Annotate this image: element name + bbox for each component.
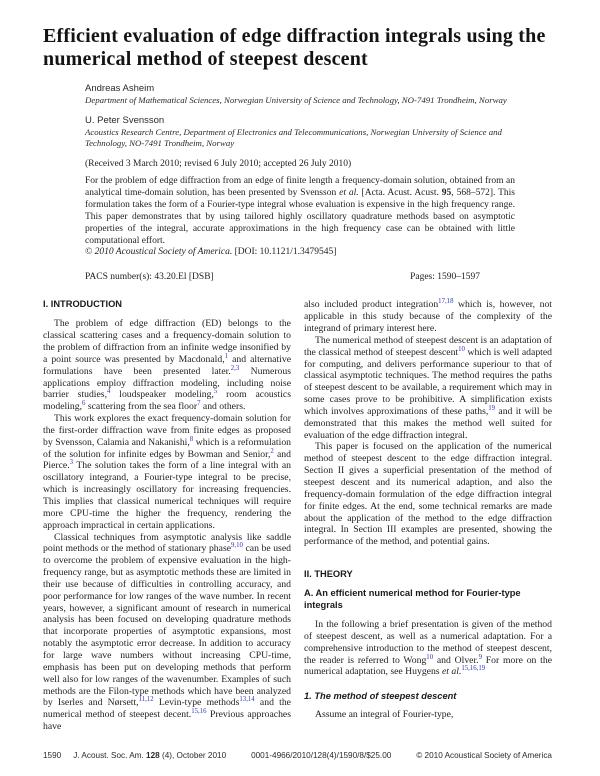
citation-link[interactable]: 2,3 — [230, 364, 240, 372]
footer-page-number: 1590 — [43, 751, 62, 760]
citation-link[interactable]: 10 — [426, 653, 434, 661]
citation-link[interactable]: 15,16 — [191, 708, 207, 716]
author-affiliation: Department of Mathematical Sciences, Norwegian University of Science and Technology, NO-7491 Trondheim, Norway — [85, 95, 507, 105]
paragraph: In the following a brief presentation is given of the method of steepest descent, as well as a numerical adaptation. For a comprehensive introduction to the method of steepest descent, the reader is referred to Wong$^{10}$ and Olver.$^9$ For more on the numerical adaptation, see Huygens et al.$^{15,16,19}$ — [304, 619, 552, 678]
page-footer — [43, 751, 552, 760]
pages-range: Pages: 1590–1597 — [410, 272, 480, 283]
paragraph: The problem of edge diffraction (ED) belongs to the classical scattering cases and a frequency-domain solution to the problem of diffraction from an infinite wedge insonified by a point source was presented by Macdonald,$^1$ and alternative formulations have been presented later.$^{2,3}$ Numerous applications employ diffraction modeling, including noise barrier studies,$^4$ loudspeaker modeling,$^5$ room acoustics modeling,$^6$ scattering from the sea floor$^7$ and others. — [43, 318, 292, 413]
author-affiliation: Acoustics Research Centre, Department of Electronics and Telecommunications, Norwegian University of Science and Technology, NO-7491 Trondheim, Norway — [85, 127, 502, 148]
citation-link[interactable]: 8 — [189, 435, 194, 443]
received-line: (Received 3 March 2010; revised 6 July 2010; accepted 26 July 2010) — [85, 159, 352, 169]
author-name: Andreas Asheim — [85, 83, 155, 94]
footer-journal-info: 1590 J. Acoust. Soc. Am. 128 (4), October 2010 — [43, 751, 227, 760]
citation-link[interactable]: 2 — [270, 447, 274, 455]
citation-link[interactable]: 4 — [107, 388, 111, 396]
citation-link[interactable]: 5 — [213, 388, 218, 396]
paragraph: The numerical method of steepest descent is an adaptation of the classical method of steepest descent$^{10}$ which is well adapted for computing, and delivers performance superiour to that of classical asymptotic techniques. The method requires the paths of steepest descent to be available, a requirement which may in some cases prove to be prohibitive. A simplification exists which involves approximations of these paths,$^{19}$ and it will be demonstrated that this makes the method well suited for evaluation of the edge diffraction integral. — [304, 334, 552, 441]
citation-link[interactable]: 11,12 — [138, 696, 154, 704]
paragraph: Classical techniques from asymptotic analysis like saddle point methods or the method of stationary phase$^{9,10}$ can be used to overcome the problem of expensive evaluation in the high-frequency range, but as asymptotic methods these are limited in their use because of difficulties in controlling accuracy, and poor performance for low ranges of the wave number. In recent years, however, a significant amount of research in numerical analysis has been focused on developing quadrature methods that incorporate properties of asymptotic expansions, most notably the asymptotic error decrease. In addition to accuracy for large wave numbers without increasing CPU-time, emphasis has been put on developing methods that perform well also for low ranges of the wavenumber. Examples of such methods are the Filon-type methods which have been analyzed by Iserles and Nørsett,$^{11,12}$ Levin-type methods$^{13,14}$ and the numerical method of steepest decent.$^{15,16}$ Previous approaches have — [43, 531, 291, 733]
footer-copyright: © 2010 Acoustical Society of America — [416, 751, 552, 760]
citation-link[interactable]: 19 — [488, 404, 496, 412]
column-left — [43, 299, 291, 733]
abstract-text: For the problem of edge diffraction from an edge of finite length a frequency-domain solution, obtained from an analytical time-domain solution, has been presented by Svensson et al. [Acta. Acust. Acust. 95, 568–572]. This formulation takes the form of a Fourier-type integral whose evaluation is expensive in the high frequency range. This paper demonstrates that by using tailored highly oscillatory quadrature methods based on asymptotic properties of the integral, accurate approximations in the high frequency case can be obtained with little computational effort. — [85, 176, 515, 246]
citation-link[interactable]: 9 — [478, 653, 482, 661]
citation-link[interactable]: 1 — [224, 352, 229, 360]
copyright-doi-line: © 2010 Acoustical Society of America. [DOI: 10.1121/1.3479545] — [85, 247, 337, 258]
section-heading: I. INTRODUCTION — [43, 299, 123, 310]
paragraph: This paper is focused on the application of the numerical method of steepest descent to the edge diffraction integral. Section II gives a superficial presentation of the method of steepest descent and its numerical adaption, and also the frequency-domain formulation of the edge diffraction integral for finite edges. At the end, some technical remarks are made about the application of the method to the edge diffraction integral. In Section III examples are presented, showing the performance of the method, and potential gains. — [304, 441, 552, 548]
meta-row — [85, 272, 515, 282]
section-heading: A. An efficient numerical method for Fourier-type integrals — [304, 588, 521, 610]
footer-issn-info: 0001-4966/2010/128(4)/1590/8/$25.00 — [251, 751, 392, 760]
citation-link[interactable]: 17,18 — [438, 298, 454, 306]
paragraph: Assume an integral of Fourier-type, — [315, 709, 454, 721]
paragraph: also included product integration$^{17,18}$ which is, however, not applicable in this study because of the complexity of the integrand of primary interest here. — [304, 298, 552, 335]
two-column-body — [43, 299, 552, 733]
page-title: Efficient evaluation of edge diffraction integrals using the numerical method of steepest descent — [43, 25, 546, 70]
section-heading: II. THEORY — [304, 569, 353, 580]
section-heading: 1. The method of steepest descent — [304, 691, 457, 702]
citation-link[interactable]: 7 — [197, 400, 201, 408]
column-right — [304, 299, 552, 733]
pacs-number: PACS number(s): 43.20.El [DSB] — [85, 272, 214, 283]
citation-link[interactable]: 3 — [69, 459, 74, 467]
footer-volume: 128 — [146, 751, 160, 760]
citation-link[interactable]: 15,16,19 — [461, 665, 486, 673]
paragraph: This work explores the exact frequency-domain solution for the first-order diffraction wave from finite edges as proposed by Svensson, Calamia and Nakanishi,$^8$ which is a reformulation of the solution for infinite edges by Bowman and Senior,$^2$ and Pierce.$^3$ The solution takes the form of a line integral with an oscillatory integrand, a Fourier-type integral to be precise, which is increasingly oscillatory for increasing frequencies. This implies that classical numerical techniques will require more CPU-time the higher the frequency, rendering the approach impractical in certain applications. — [43, 413, 292, 531]
citation-link[interactable]: 10 — [458, 345, 465, 353]
author-name: U. Peter Svensson — [85, 115, 165, 126]
citation-link[interactable]: 9,10 — [231, 542, 243, 550]
author-block — [85, 115, 515, 149]
citation-link[interactable]: 6 — [82, 400, 86, 408]
citation-link[interactable]: 13,14 — [239, 696, 255, 704]
author-block — [85, 83, 515, 106]
front-matter — [85, 83, 515, 282]
